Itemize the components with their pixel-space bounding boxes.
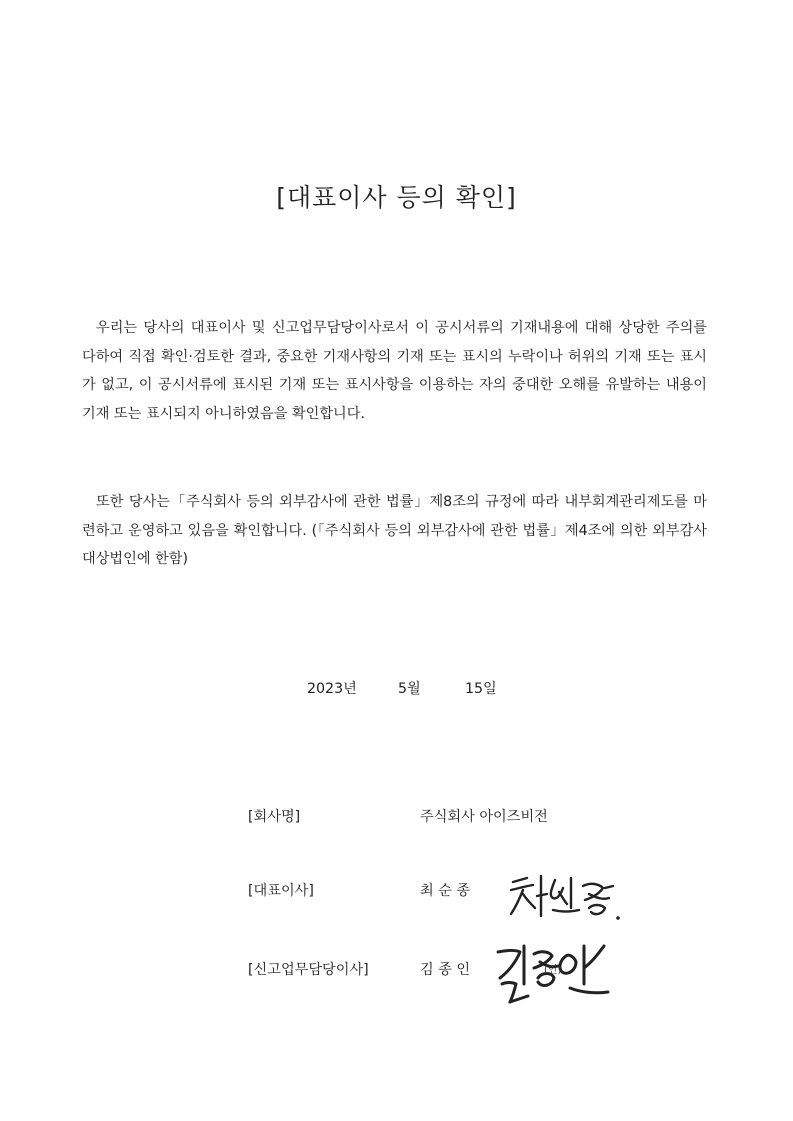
date-day: 15일	[465, 681, 497, 697]
date-year: 2023년	[307, 681, 357, 697]
disclosure-officer-label: [신고업무담당이사]	[248, 962, 369, 978]
page-title: [대표이사 등의 확인]	[276, 183, 517, 212]
seal-mark: (인)	[544, 965, 562, 976]
confirmation-paragraph: 우리는 당사의 대표이사 및 신고업무담당이사로서 이 공시서류의 기재내용에 대해 상당한 주의를 다하여 직접 확인·검토한 결과, 중요한 기재사항의 기재 또는 표시의 누락이나 허위의 기재 또는 표시가 없고, 이 공시서류에 표시된 기재 또는 표시사항을 이용하는 자의 중대한 오해를 유발하는 내용이 기재 또는 표시되지 아니하였음을 확인합니다.	[82, 320, 707, 422]
ceo-signature-image	[505, 868, 625, 928]
ceo-name: 최 순 종	[420, 883, 471, 899]
company-name-value: 주식회사 아이즈비전	[420, 809, 548, 825]
disclosure-officer-name: 김 종 인	[420, 962, 471, 978]
ceo-label: [대표이사]	[248, 883, 314, 899]
company-name-label: [회사명]	[248, 809, 301, 825]
internal-control-paragraph: 또한 당사는「주식회사 등의 외부감사에 관한 법률」제8조의 규정에 따라 내부회계관리제도를 마련하고 운영하고 있음을 확인합니다. (「주식회사 등의 외부감사에 관한 법률」제4조에 의한 외부감사대상법인에 한함)	[82, 494, 707, 567]
date-month: 5월	[398, 681, 421, 697]
